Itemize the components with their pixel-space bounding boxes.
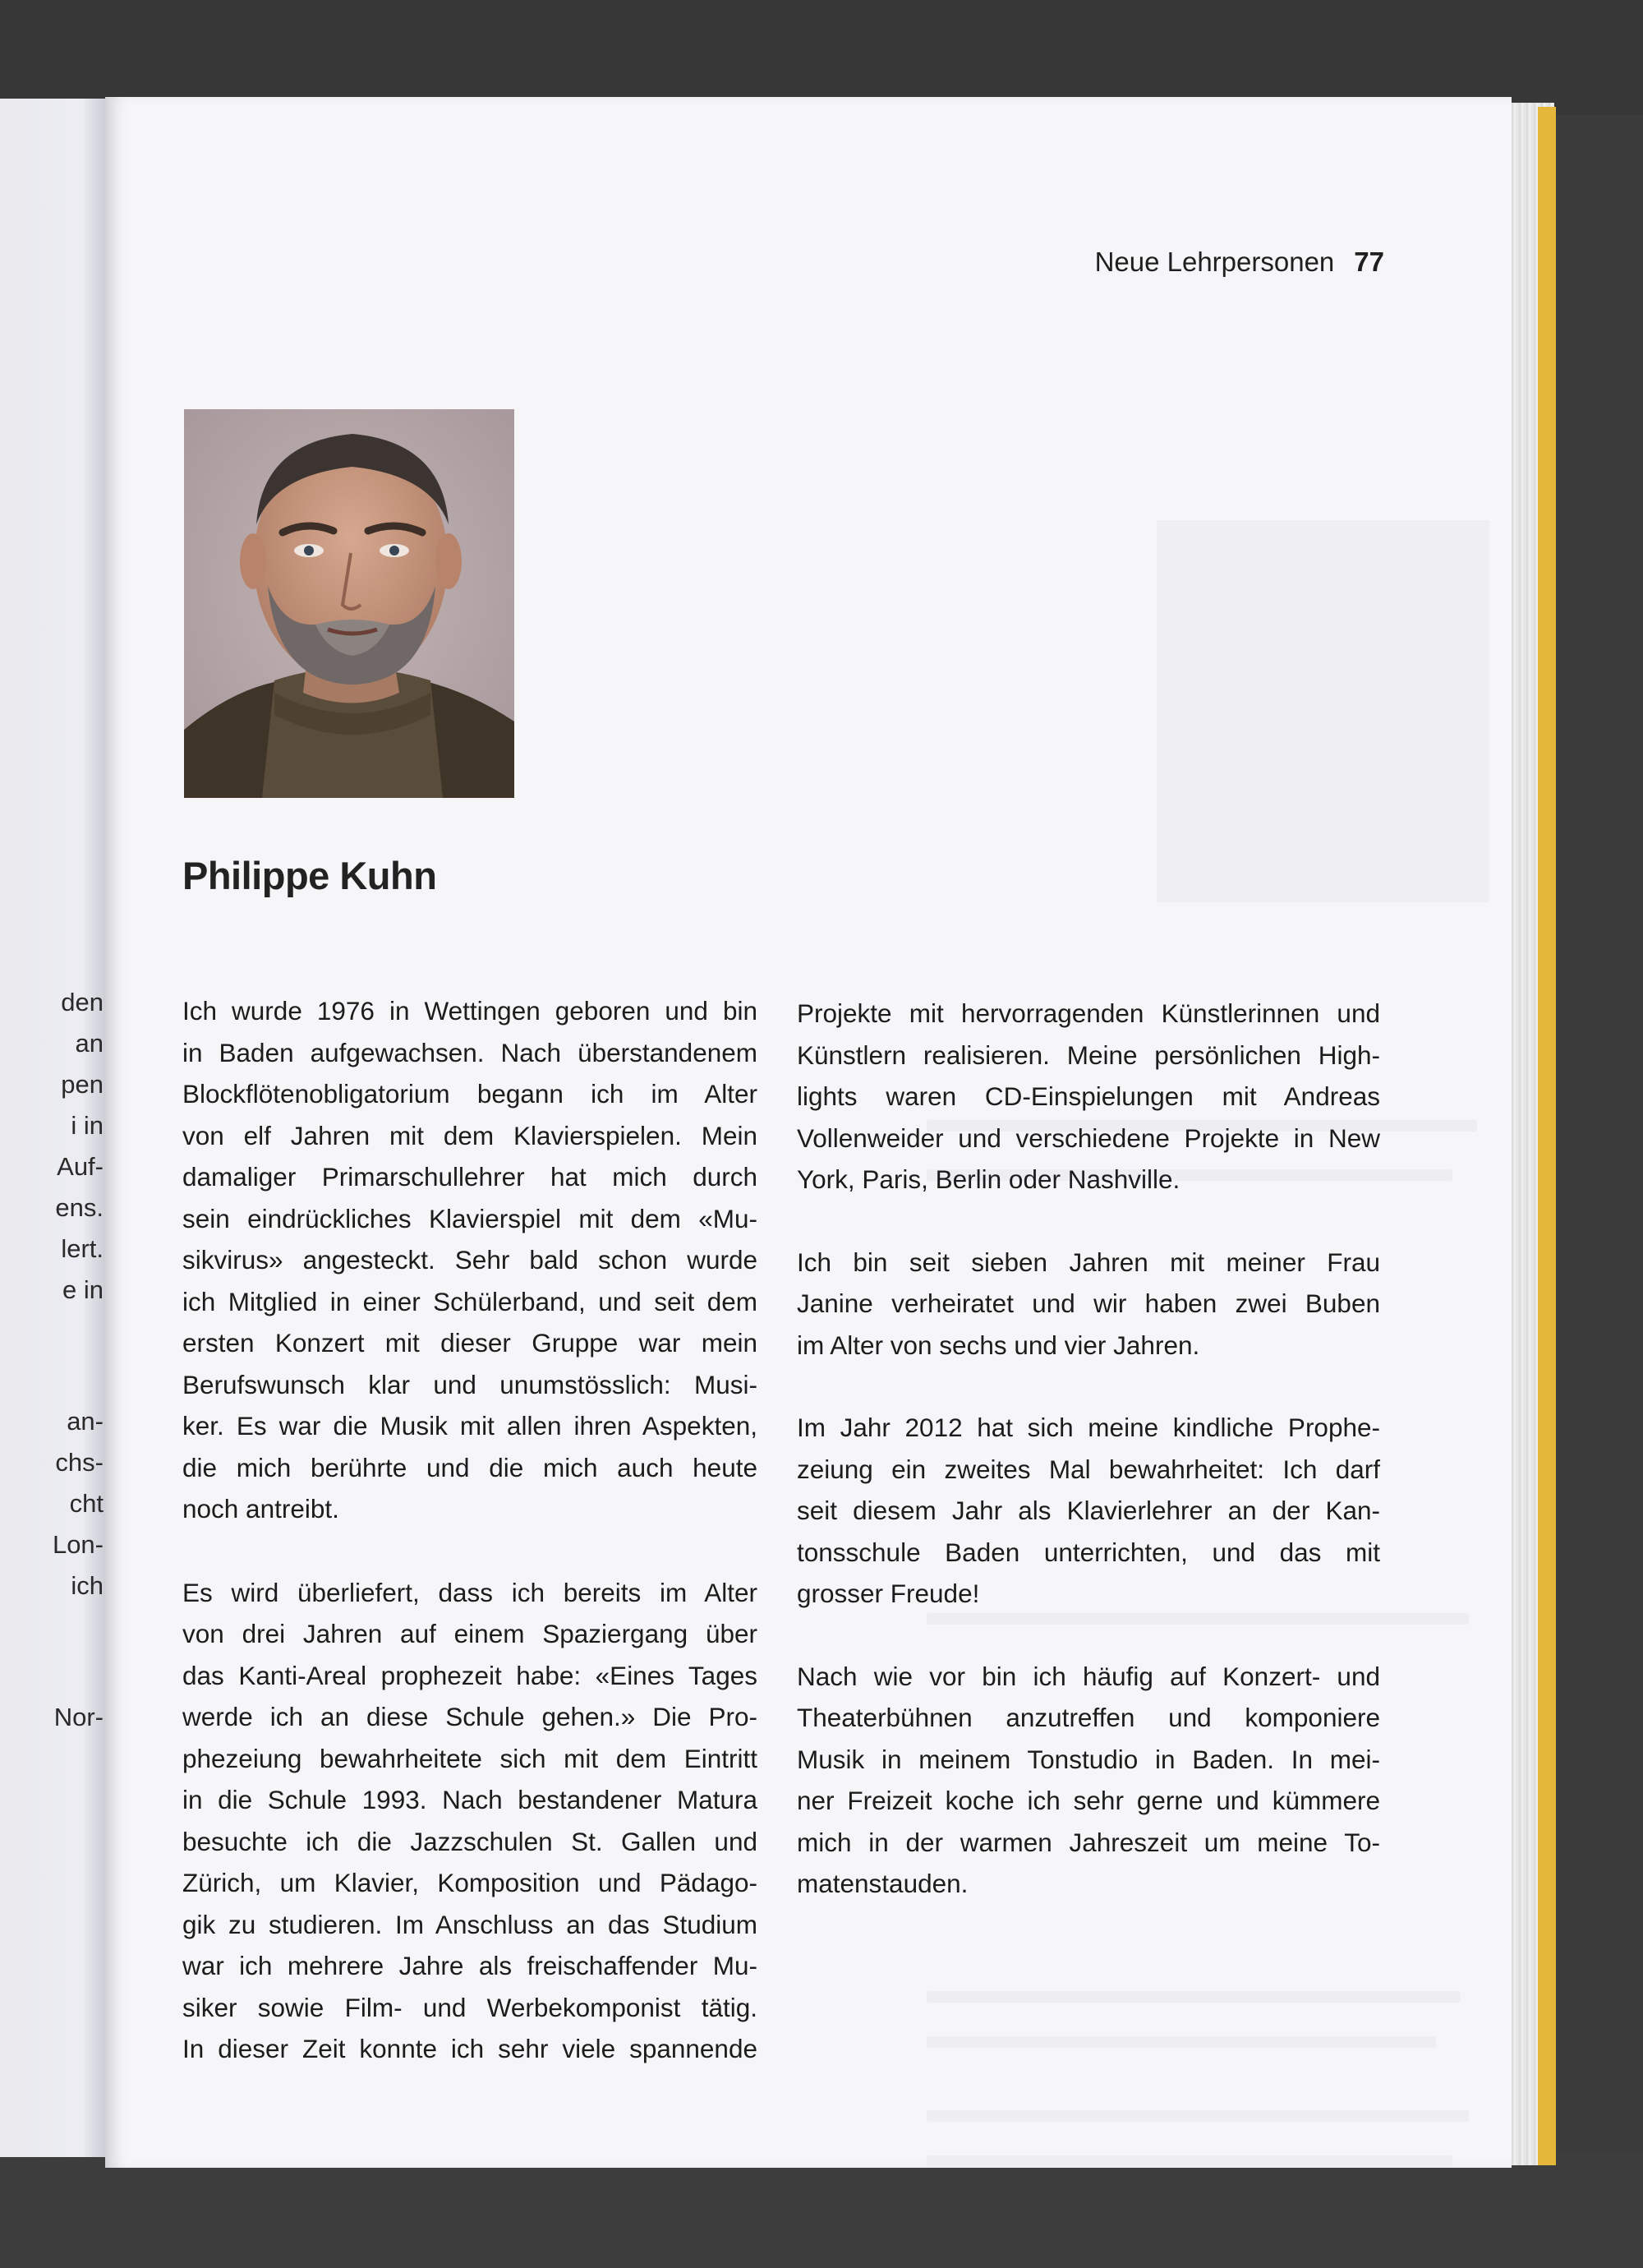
text-line: ker. Es war die Musik mit allen ihren Aspekten, (182, 1411, 757, 1441)
text-line: matenstauden. (797, 1869, 969, 1898)
text-line: von elf Jahren mit dem Klavierspielen. Mein (182, 1120, 757, 1150)
running-head (1095, 247, 1384, 278)
left-page-fragment: i in (71, 1111, 104, 1140)
text-line: grosser Freude! (797, 1579, 980, 1608)
text-line: noch antreibt. (182, 1494, 339, 1524)
paragraph (182, 1572, 757, 2070)
background-bottom (0, 2153, 1643, 2268)
text-line: Künstlern realisieren. Meine persönlichen High- (797, 1040, 1380, 1070)
text-line: Vollenweider und verschiedene Projekte in New (797, 1122, 1380, 1153)
text-line: phezeiung bewahrheitete sich mit dem Eintritt (182, 1743, 757, 1773)
text-line: tonsschule Baden unterrichten, und das mit (797, 1537, 1380, 1567)
text-line: von drei Jahren auf einem Spaziergang über (182, 1619, 757, 1648)
text-line: im Alter von sechs und vier Jahren. (797, 1330, 1200, 1360)
text-line: in die Schule 1993. Nach bestandener Matura (182, 1785, 757, 1814)
left-page-fragment: lert. (61, 1234, 104, 1263)
text-line: die mich berührte und die mich auch heute (182, 1452, 757, 1482)
text-line: das Kanti-Areal prophezeit habe: «Eines Tages (182, 1660, 757, 1690)
left-page-fragment: an (75, 1029, 104, 1058)
text-line: gik zu studieren. Im Anschluss an das Studium (182, 1909, 757, 1939)
text-line: siker sowie Film- und Werbekomponist tätig. (182, 1992, 757, 2022)
text-line: ersten Konzert mit dieser Gruppe war mein (182, 1328, 757, 1358)
text-line: in Baden aufgewachsen. Nach überstandenem (182, 1037, 757, 1067)
left-page-fragment: pen (61, 1070, 104, 1099)
left-page-fragment: Nor- (53, 1703, 104, 1731)
text-line: York, Paris, Berlin oder Nashville. (797, 1164, 1180, 1194)
left-page-fragment: e in (62, 1275, 104, 1304)
text-line: ich Mitglied in einer Schülerband, und seit dem (182, 1286, 757, 1316)
text-line: zeiung ein zweites Mal bewahrheitet: Ich darf (797, 1454, 1380, 1484)
left-page-fragment: ich (71, 1571, 104, 1600)
text-line: Im Jahr 2012 hat sich meine kindliche Prophe- (797, 1413, 1380, 1442)
portrait-illustration (184, 409, 514, 798)
text-column-right (797, 993, 1380, 1905)
text-line: war ich mehrere Jahre als freischaffender Mu- (182, 1951, 757, 1980)
left-page-fragment: Lon- (52, 1530, 104, 1559)
text-line: ner Freizeit koche ich sehr gerne und kümmere (797, 1786, 1380, 1815)
left-page-ghost-mark (0, 920, 115, 970)
text-line: sein eindrückliches Klavierspiel mit dem «Mu- (182, 1203, 757, 1233)
text-line: werde ich an diese Schule gehen.» Die Pro- (182, 1702, 757, 1731)
show-through-line (927, 2155, 1452, 2167)
paragraph (797, 1656, 1380, 1905)
text-line: Blockflötenobligatorium begann ich im Alter (182, 1079, 757, 1109)
text-line: sikvirus» angesteckt. Sehr bald schon wurde (182, 1245, 757, 1275)
paragraph (797, 993, 1380, 1201)
text-line: Nach wie vor bin ich häufig auf Konzert- und (797, 1661, 1380, 1691)
show-through-line (927, 2036, 1436, 2048)
left-page-edge (0, 99, 117, 2157)
left-page-fragment: chs- (55, 1448, 104, 1477)
show-through-photo (1157, 520, 1489, 902)
portrait-photo (184, 409, 514, 798)
left-page-fragment: den (61, 988, 104, 1016)
left-page-fragment: ens. (55, 1193, 104, 1222)
text-line: seit diesem Jahr als Klavierlehrer an der Kan- (797, 1496, 1380, 1525)
paragraph (797, 1407, 1380, 1615)
text-line: Janine verheiratet und wir haben zwei Buben (797, 1288, 1380, 1318)
book-cover-edge (1538, 107, 1556, 2165)
person-name: Philippe Kuhn (182, 854, 437, 897)
text-line: Berufswunsch klar und unumstösslich: Musi- (182, 1369, 757, 1399)
show-through-line (927, 1991, 1461, 2003)
left-page-fragment: cht (69, 1489, 104, 1518)
text-line: Theaterbühnen anzutreffen und komponiere (797, 1703, 1380, 1732)
text-line: lights waren CD-Einspielungen mit Andreas (797, 1081, 1380, 1111)
left-page-ghost-mark (0, 814, 115, 863)
page-number: 77 (1354, 247, 1384, 277)
text-line: Es wird überliefert, dass ich bereits im Alter (182, 1577, 757, 1607)
text-line: Projekte mit hervorragenden Künstlerinnen und (797, 998, 1380, 1028)
paragraph (797, 1242, 1380, 1367)
text-line: Ich bin seit sieben Jahren mit meiner Frau (797, 1247, 1380, 1277)
text-line: besuchte ich die Jazzschulen St. Gallen und (182, 1826, 757, 1856)
show-through-line (927, 2110, 1469, 2122)
text-line: mich in der warmen Jahreszeit um meine To- (797, 1827, 1380, 1857)
text-column-left (182, 990, 757, 2070)
section-title: Neue Lehrpersonen (1094, 247, 1335, 277)
left-page-fragment: Auf- (57, 1152, 104, 1181)
text-line: damaliger Primarschullehrer hat mich durch (182, 1162, 757, 1192)
text-line: Musik in meinem Tonstudio in Baden. In mei- (797, 1744, 1380, 1774)
text-line: Zürich, um Klavier, Komposition und Pädago- (182, 1868, 757, 1897)
paragraph (182, 990, 757, 1530)
text-line: Ich wurde 1976 in Wettingen geboren und bin (182, 996, 757, 1026)
left-page-fragment: an- (67, 1407, 104, 1436)
text-line: In dieser Zeit konnte ich sehr viele spannende (182, 2034, 757, 2063)
